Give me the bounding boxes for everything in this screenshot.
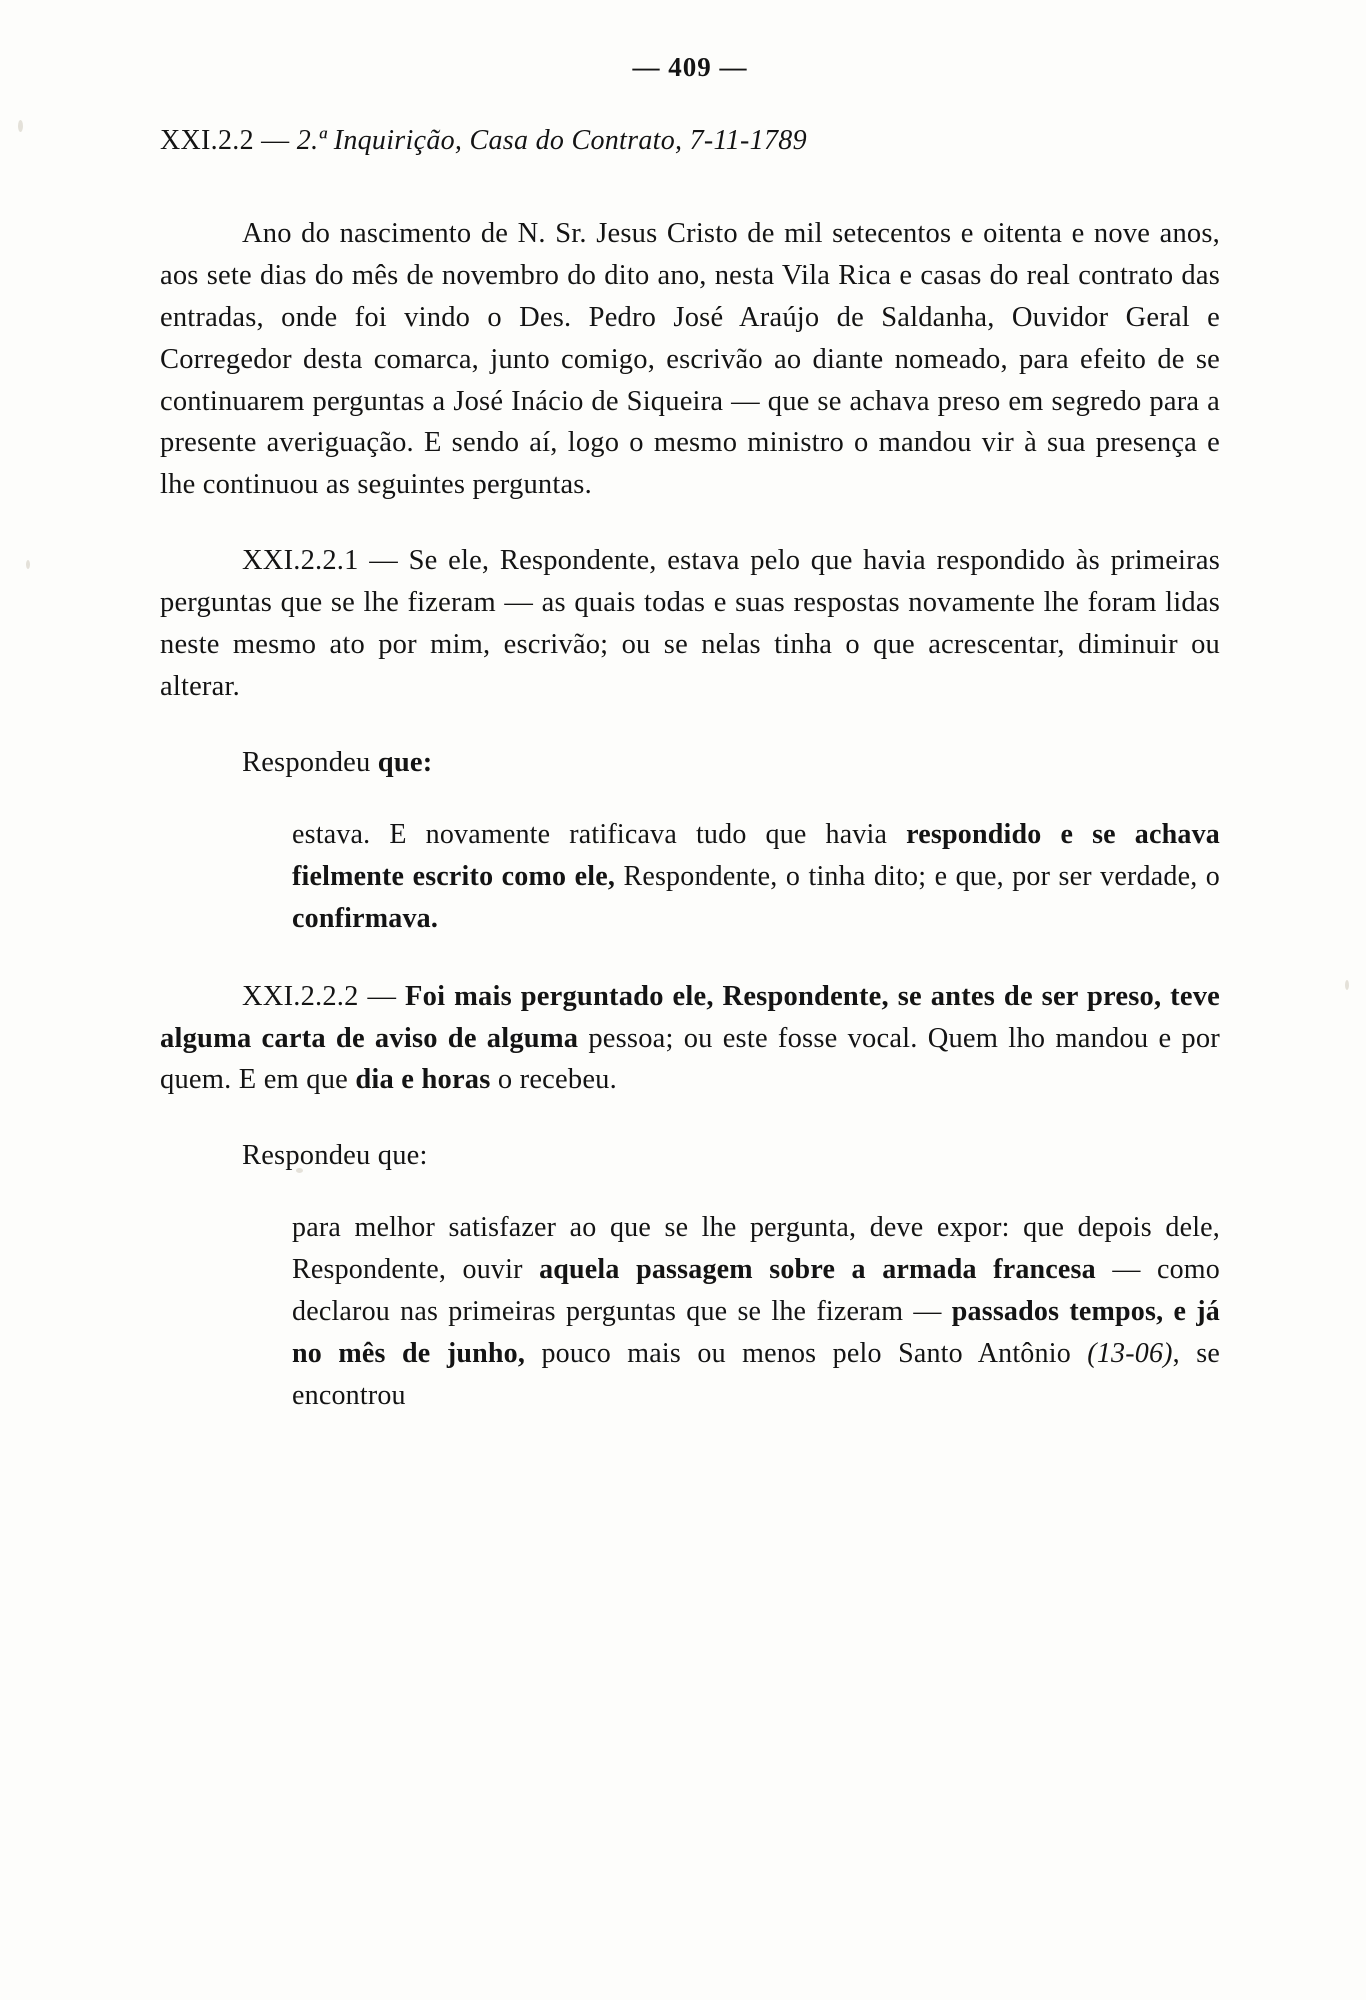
paragraph-question-1 bbox=[160, 540, 1220, 708]
answer-2-mid2: pouco mais ou menos pelo Santo Antônio bbox=[525, 1338, 1088, 1370]
respondeu-1-que: que: bbox=[377, 746, 433, 778]
section-heading bbox=[160, 125, 1220, 157]
question-2-text2: o recebeu. bbox=[490, 1064, 617, 1096]
answer-2-bold1: aquela passagem sobre a armada francesa bbox=[539, 1254, 1096, 1286]
answer-1-bold2: confirmava. bbox=[292, 902, 439, 934]
paragraph-question-2 bbox=[160, 976, 1220, 1102]
answer-2-text bbox=[292, 1207, 1220, 1417]
answer-block-2 bbox=[160, 1207, 1220, 1417]
paragraph-respondeu-1 bbox=[160, 742, 1220, 784]
question-2-bold2: dia e horas bbox=[355, 1064, 491, 1096]
paragraph-opening: Ano do nascimento de N. Sr. Jesus Cristo de mil setecentos e oitenta e nove anos, aos sete dias do mês de novembro do dito ano, nesta Vila Rica e casas do real contrato das entradas, onde foi vindo o Des. Pedro José Araújo de Saldanha, Ouvidor Geral e Corregedor desta comarca, junto comigo, escrivão ao diante nomeado, para efeito de se continuarem perguntas a José Inácio de Siqueira — que se achava preso em segredo para a presente averiguação. E sendo aí, logo o mesmo ministro o mandou vir à sua presença e lhe continuou as seguintes perguntas. bbox=[160, 218, 1220, 501]
question-2-bold: Foi mais perguntado ele, Respondente, se antes de ser preso, teve alguma carta de aviso de alguma bbox=[160, 980, 1221, 1054]
question-1-text: Se ele, Respondente, estava pelo que havia respondido às primeiras perguntas que se lhe fizeram — as quais todas e suas respostas novamente lhe foram lidas neste mesmo ato por mim, escrivão; ou se nelas tinha o que acrescentar, diminuir ou alterar. bbox=[160, 545, 1221, 702]
answer-2-bold2: passados tempos, e já no mês de junho, bbox=[292, 1296, 1220, 1370]
answer-1-bold1: respondido e se achava fielmente escrito como ele, bbox=[292, 818, 1220, 892]
section-number: XXI.2.2 — bbox=[160, 125, 290, 156]
answer-2-date: (13-06) bbox=[1087, 1338, 1173, 1370]
page-number: — 409 — bbox=[632, 52, 748, 82]
page-content bbox=[160, 52, 1220, 1453]
section-title: 2.ª Inquirição, Casa do Contrato, 7-11-1789 bbox=[296, 125, 807, 156]
answer-1-part1: estava. E novamente ratificava tudo que havia bbox=[292, 818, 907, 850]
answer-block-1 bbox=[160, 814, 1220, 940]
question-2-text: pessoa; ou este fosse vocal. Quem lho mandou e por quem. E em que bbox=[160, 1022, 1220, 1096]
answer-2-end: , se encontrou bbox=[292, 1338, 1220, 1412]
question-2-number: XXI.2.2.2 — bbox=[242, 980, 397, 1012]
paper-speck bbox=[18, 120, 23, 132]
answer-2-line1: para melhor satisfazer ao que se lhe pergunta, deve expor: que depois dele, Respondente, ouvir bbox=[292, 1212, 1220, 1286]
answer-2-mid1: — como declarou nas primeiras perguntas que se lhe fizeram — bbox=[292, 1254, 1220, 1328]
paper-speck bbox=[1345, 980, 1349, 990]
paragraph-respondeu-2: Respondeu que: bbox=[242, 1140, 428, 1172]
respondeu-1-label: Respondeu bbox=[242, 746, 378, 778]
question-1-number: XXI.2.2.1 — bbox=[242, 545, 398, 577]
answer-1-text bbox=[292, 814, 1220, 940]
answer-1-part2: Respondente, o tinha dito; e que, por ser verdade, o bbox=[615, 860, 1220, 892]
paper-speck bbox=[26, 560, 30, 569]
